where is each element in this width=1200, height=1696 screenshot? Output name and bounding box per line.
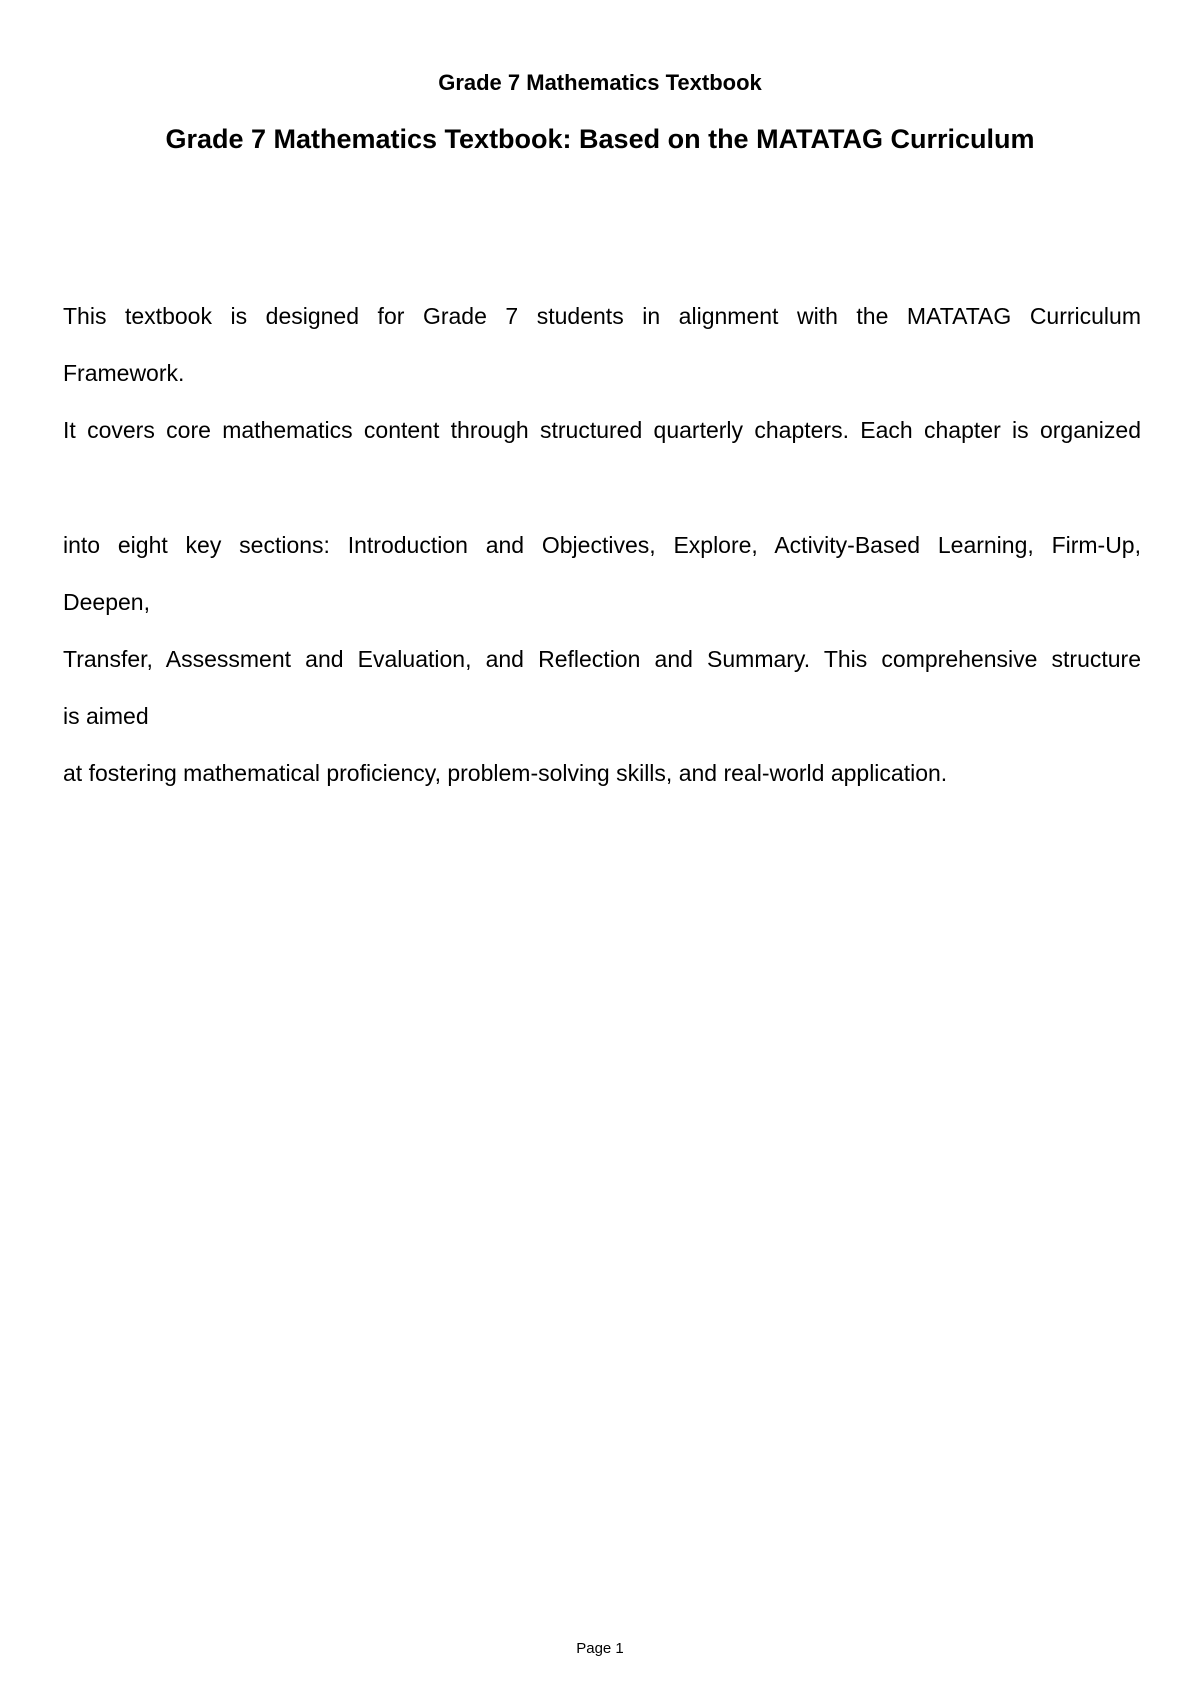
body-line: is aimed: [63, 703, 149, 729]
body-line: It covers core mathematics content through structured quarterly chapters. Each chapter is organized: [63, 417, 1141, 443]
body-text: [63, 300, 1141, 789]
body-line: Framework.: [63, 360, 185, 386]
body-line: Transfer, Assessment and Evaluation, and Reflection and Summary. This comprehensive structure: [63, 646, 1141, 672]
page-number: Page 1: [576, 1640, 624, 1657]
body-line: This textbook is designed for Grade 7 students in alignment with the MATATAG Curriculum: [63, 303, 1141, 329]
running-header: Grade 7 Mathematics Textbook: [438, 70, 762, 95]
body-line: at fostering mathematical proficiency, problem-solving skills, and real-world application.: [63, 760, 948, 786]
body-line: Deepen,: [63, 589, 150, 615]
body-line: into eight key sections: Introduction and Objectives, Explore, Activity-Based Learning, Firm-Up,: [63, 532, 1141, 558]
page-title: Grade 7 Mathematics Textbook: Based on the MATATAG Curriculum: [165, 124, 1035, 154]
